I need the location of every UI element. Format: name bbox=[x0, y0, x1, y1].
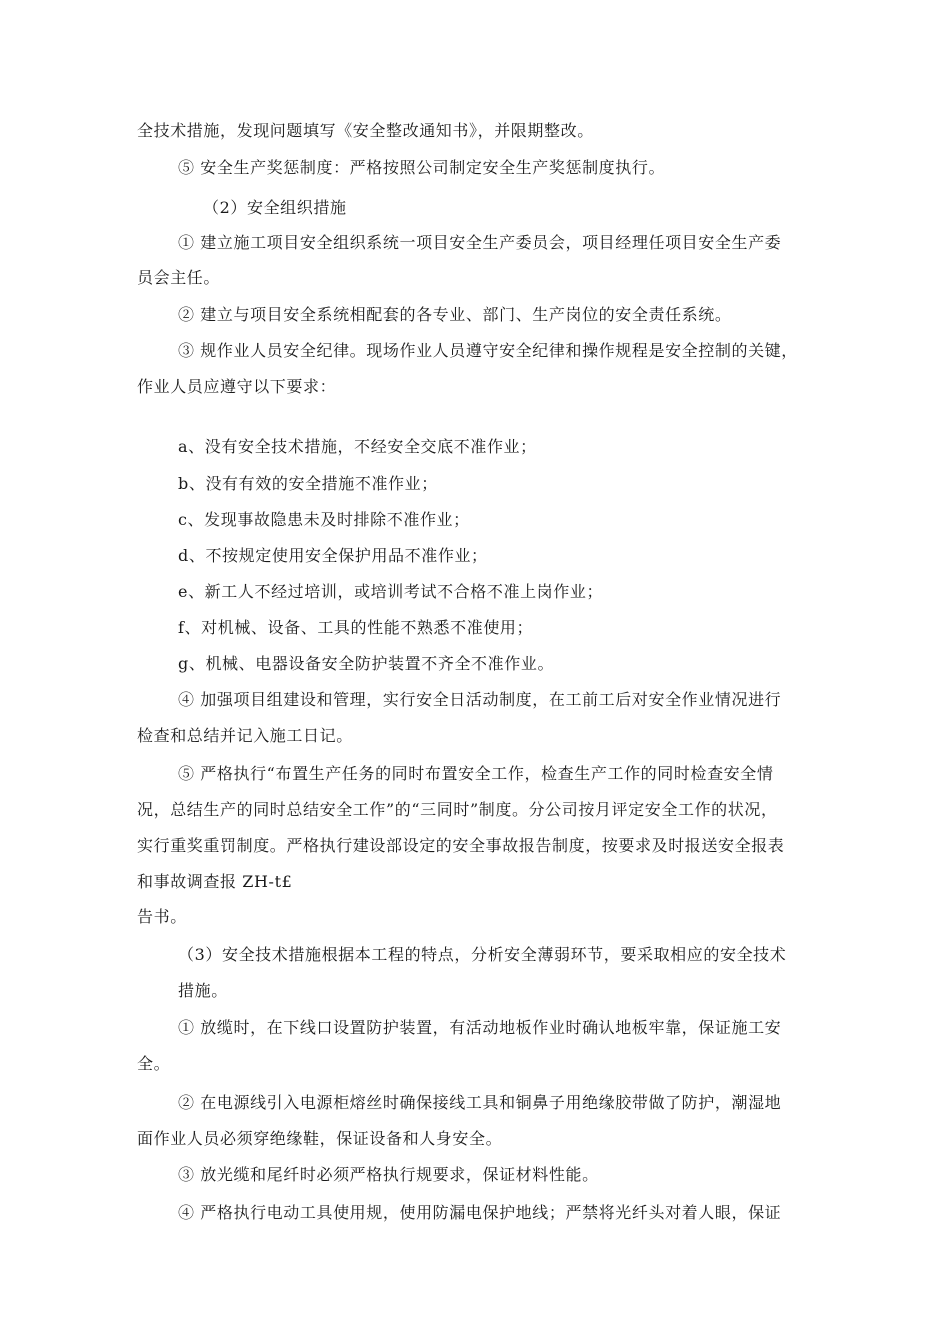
text-line: 检查和总结并记入施工日记。 bbox=[137, 726, 353, 745]
text-line: ② 在电源线引入电源柜熔丝时确保接线工具和铜鼻子用绝缘胶带做了防护，潮湿地 bbox=[178, 1093, 782, 1112]
text-line: 全。 bbox=[137, 1054, 171, 1073]
list-item: b、没有有效的安全措施不准作业； bbox=[178, 474, 438, 493]
text-line: 措施。 bbox=[178, 981, 228, 1000]
section-heading: （3）安全技术措施根据本工程的特点，分析安全薄弱环节，要采取相应的安全技术 bbox=[178, 945, 787, 964]
text-line: ⑤ 严格执行“布置生产任务的同时布置安全工作，检查生产工作的同时检查安全情 bbox=[178, 764, 774, 783]
text-line: ④ 加强项目组建设和管理，实行安全日活动制度，在工前工后对安全作业情况进行 bbox=[178, 690, 782, 709]
list-item: e、新工人不经过培训，或培训考试不合格不准上岗作业； bbox=[178, 582, 604, 601]
text-line: 面作业人员必须穿绝缘鞋，保证设备和人身安全。 bbox=[137, 1129, 503, 1148]
text-line: 全技术措施，发现问题填写《安全整改通知书》，并限期整改。 bbox=[137, 121, 594, 140]
list-item: a、没有安全技术措施，不经安全交底不准作业； bbox=[178, 437, 537, 456]
list-item: f、对机械、设备、工具的性能不熟悉不准使用； bbox=[178, 618, 534, 637]
section-heading: （2）安全组织措施 bbox=[203, 198, 347, 217]
text-line: 实行重奖重罚制度。严格执行建设部设定的安全事故报告制度，按要求及时报送安全报表 bbox=[137, 836, 785, 855]
list-item: c、发现事故隐患未及时排除不准作业； bbox=[178, 510, 470, 529]
list-item: d、不按规定使用安全保护用品不准作业； bbox=[178, 546, 488, 565]
text-line: 况，总结生产的同时总结安全工作”的“三同时”制度。分公司按月评定安全工作的状况， bbox=[137, 800, 778, 819]
text-line: 和事故调查报 ZH-t£ bbox=[137, 872, 293, 891]
text-line: ① 放缆时，在下线口设置防护装置，有活动地板作业时确认地板牢靠，保证施工安 bbox=[178, 1018, 782, 1037]
text-line: 作业人员应遵守以下要求： bbox=[137, 377, 337, 396]
text-line: 告书。 bbox=[137, 907, 187, 926]
text-line: ① 建立施工项目安全组织系统一项目安全生产委员会，项目经理任项目安全生产委 bbox=[178, 233, 782, 252]
text-line: ③ 放光缆和尾纤时必须严格执行规要求，保证材料性能。 bbox=[178, 1165, 599, 1184]
text-line: 员会主任。 bbox=[137, 268, 221, 287]
text-line: ⑤ 安全生产奖惩制度：严格按照公司制定安全生产奖惩制度执行。 bbox=[178, 158, 666, 177]
text-line: ② 建立与项目安全系统相配套的各专业、部门、生产岗位的安全责任系统。 bbox=[178, 305, 732, 324]
text-line: ④ 严格执行电动工具使用规，使用防漏电保护地线；严禁将光纤头对着人眼，保证 bbox=[178, 1203, 782, 1222]
list-item: g、机械、电器设备安全防护装置不齐全不准作业。 bbox=[178, 654, 555, 673]
text-line: ③ 规作业人员安全纪律。现场作业人员遵守安全纪律和操作规程是安全控制的关键， bbox=[178, 341, 798, 360]
